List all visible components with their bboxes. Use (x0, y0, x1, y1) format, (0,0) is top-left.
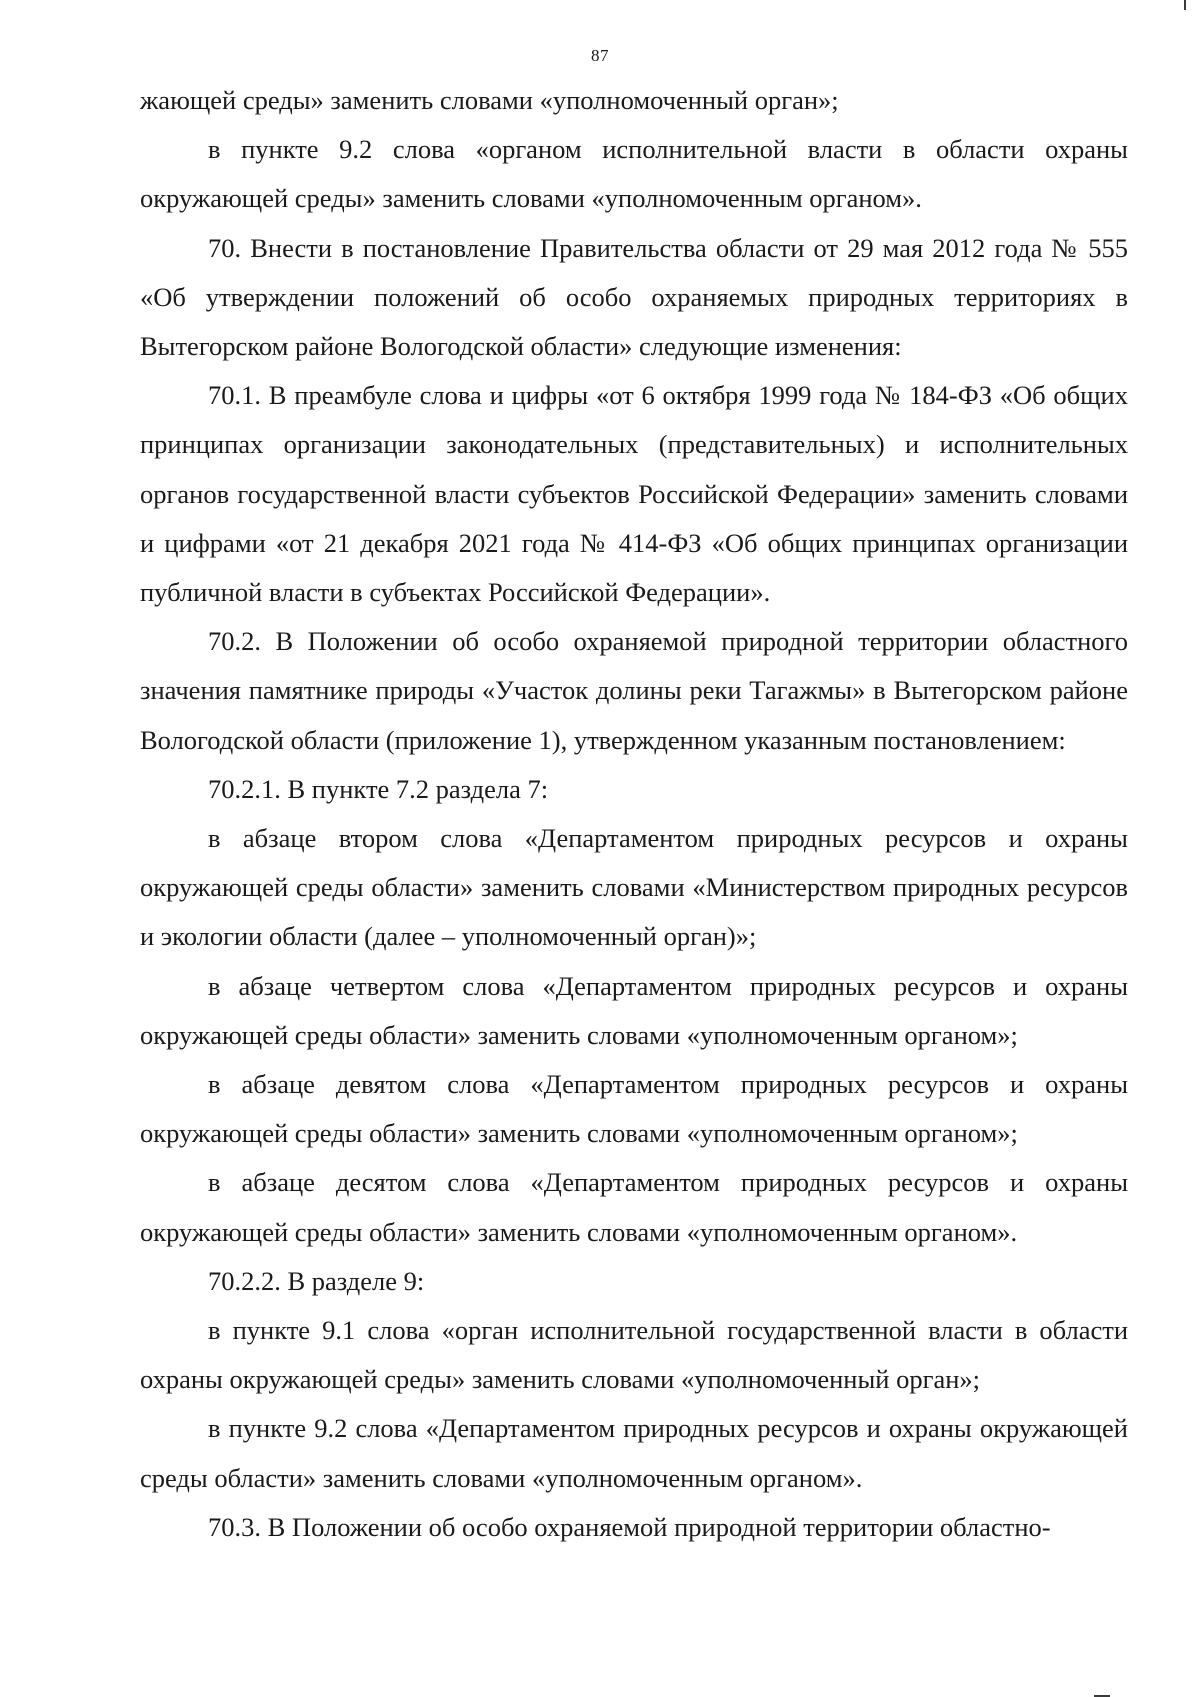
paragraph: 70. Внести в постановление Правительства области от 29 мая 2012 года № 555 «Об утверждении положений об особо охраняемых природных территориях в Вытегорском районе Вологодской области» следующие изменения: (140, 232, 1128, 362)
paragraph: в пункте 9.1 слова «орган исполнительной государственной власти в области охраны окружающей среды» заменить словами «уполномоченный орган»; (140, 1315, 1128, 1395)
paragraph: в абзаце десятом слова «Департаментом природных ресурсов и охраны окружающей среды области» заменить словами «уполномоченным органом». (140, 1167, 1128, 1247)
document-body (140, 76, 1128, 1552)
paragraph: в пункте 9.2 слова «органом исполнительной власти в области охраны окружающей среды» заменить словами «уполномоченным органом». (140, 134, 1128, 214)
paragraph: 70.2.2. В разделе 9: (208, 1265, 425, 1296)
paragraph: в пункте 9.2 слова «Департаментом природных ресурсов и охраны окружающей среды области» заменить словами «уполномоченным органом». (140, 1413, 1128, 1493)
paragraph: в абзаце четвертом слова «Департаментом природных ресурсов и охраны окружающей среды области» заменить словами «уполномоченным органом»; (140, 970, 1128, 1050)
paragraph: в абзаце втором слова «Департаментом природных ресурсов и охраны окружающей среды области» заменить словами «Министерством природных ресурсов и экологии области (далее – уполномоченный орган)»; (140, 823, 1128, 952)
page-number: 87 (591, 46, 609, 65)
scan-edge-mark-top-right (1184, 0, 1186, 10)
paragraph: в абзаце девятом слова «Департаментом природных ресурсов и охраны окружающей среды области» заменить словами «уполномоченным органом»; (140, 1069, 1128, 1149)
paragraph: 70.3. В Положении об особо охраняемой природной территории областно- (208, 1511, 1051, 1542)
paragraph: 70.2. В Положении об особо охраняемой природной территории областного значения памятнике природы «Участок долины реки Тагажмы» в Вытегорском районе Вологодской области (приложение 1), утвержденном указанным постановлением: (140, 626, 1128, 755)
paragraph: жающей среды» заменить словами «уполномоченный орган»; (140, 85, 839, 115)
paragraph: 70.2.1. В пункте 7.2 раздела 7: (208, 773, 549, 804)
paragraph: 70.1. В преамбуле слова и цифры «от 6 октября 1999 года № 184-ФЗ «Об общих принципах организации законодательных (представительных) и исполнительных органов государственной власти субъектов Российской Федерации» заменить словами и цифрами «от 21 декабря 2021 года № 414-ФЗ «Об общих принципах организации публичной власти в субъектах Российской Федерации». (140, 380, 1128, 608)
